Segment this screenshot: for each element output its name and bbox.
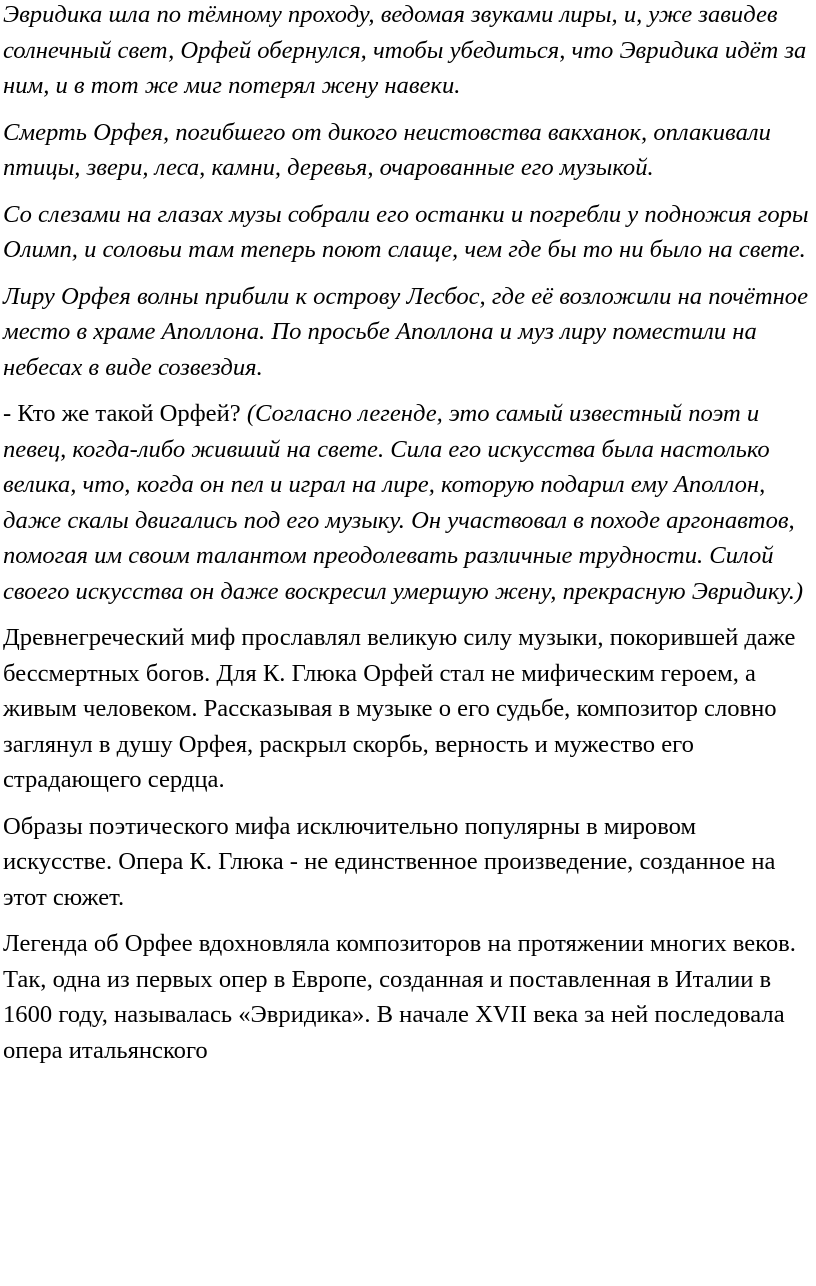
paragraph-who-is-orpheus (3, 396, 810, 609)
paragraph-legend-composers: Легенда об Орфее вдохновляла композиторов на протяжении многих веков. Так, одна из первых опер в Европе, созданная и поставленная в Италии в 1600 году, называлась «Эвридика». В начале XVII века за ней последовала опера итальянского (3, 930, 796, 1064)
paragraph-lyre-constellation: Лиру Орфея волны прибили к острову Лесбос, где её возложили на почётное место в храме Аполлона. По просьбе Аполлона и муз лиру поместили на небесах в виде созвездия. (3, 282, 809, 381)
answer-text: (Согласно легенде, это самый известный поэт и певец, когда-либо живший на свете. Сила его искусства была настолько велика, что, когда он пел и играл на лире, которую подарил ему Аполлон, даже скалы двигались под его музыку. Он участвовал в походе аргонавтов, помогая им своим талантом преодолевать различные трудности. Силой своего искусства он даже воскресил умершую жену, прекрасную Эвридику.) (3, 400, 804, 605)
paragraph-myth-images: Образы поэтического мифа исключительно популярны в мировом искусстве. Опера К. Глюка - не единственное произведение, созданное на этот сюжет. (3, 812, 776, 911)
paragraph-orpheus-death: Смерть Орфея, погибшего от дикого неистовства вакханок, оплакивали птицы, звери, леса, камни, деревья, очарованные его музыкой. (3, 118, 771, 181)
paragraph-greek-myth: Древнегреческий миф прославлял великую силу музыки, покорившей даже бессмертных богов. Для К. Глюка Орфей стал не мифическим героем, а живым человеком. Рассказывая в музыке о его судьбе, композитор словно заглянул в душу Орфея, раскрыл скорбь, верность и мужество его страдающего сердца. (3, 624, 796, 793)
paragraph-muses-burial: Со слезами на глазах музы собрали его останки и погребли у подножия горы Олимп, и соловьи там теперь поют слаще, чем где бы то ни было на свете. (3, 200, 809, 263)
paragraph-eurydice-walk: Эвридика шла по тёмному проходу, ведомая звуками лиры, и, уже завидев солнечный свет, Орфей обернулся, чтобы убедиться, что Эвридика идёт за ним, и в тот же миг потерял жену навеки. (3, 1, 807, 99)
question-text: - Кто же такой Орфей? (3, 400, 241, 427)
